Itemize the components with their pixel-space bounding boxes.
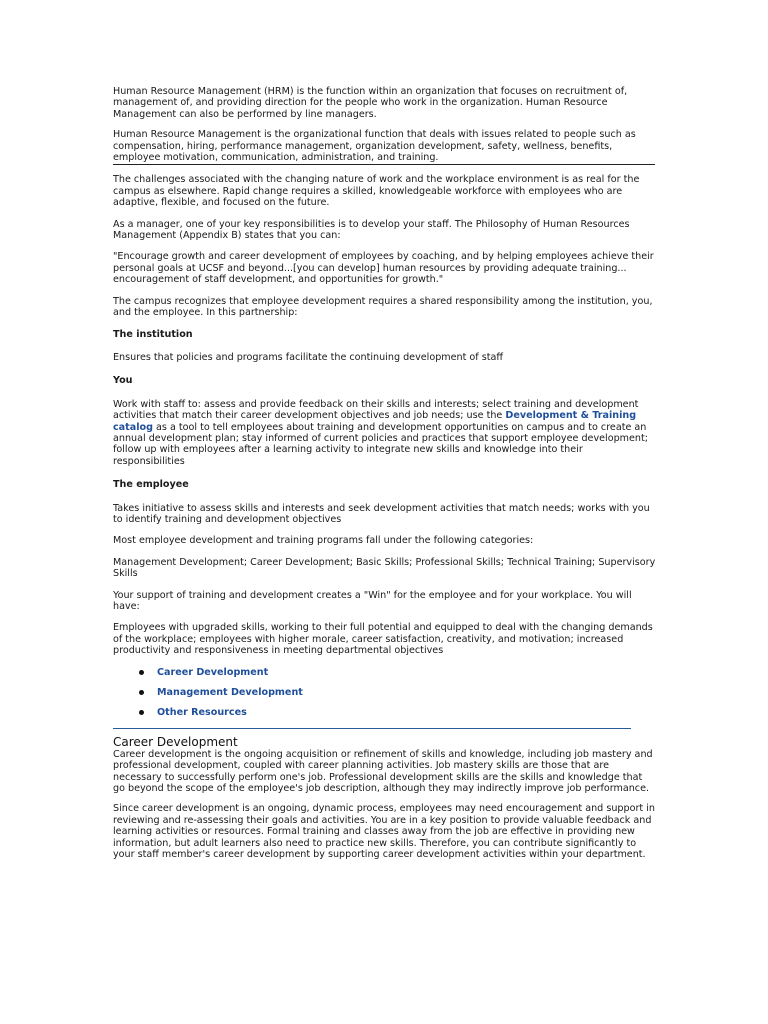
you-heading: You (113, 375, 133, 387)
list-item (139, 707, 657, 718)
career-paragraph-1: Career development is the ongoing acquisition or refinement of skills and knowledge, including job mastery and professional development, coupled with career planning activities. Job mastery skills are those that are necessary to successfully perform one's job. Professional development skills are the skills and knowledge that go beyond the scope of the employee's job description, although they may indirectly improve job performance. (113, 748, 653, 795)
employee-heading: The employee (113, 479, 189, 491)
development-training-catalog-link[interactable]: Development & Training catalog (113, 410, 637, 433)
intro-paragraph-hrm: Human Resource Management (HRM) is the function within an organization that focuses on recruitment of, management of, and providing direction for the people who work in the organization. Human Resource Management can also be performed by line managers. (113, 86, 628, 120)
partnership-paragraph: The campus recognizes that employee development requires a shared responsibility among the institution, you, and the employee. In this partnership: (113, 295, 653, 319)
win-paragraph: Your support of training and development creates a "Win" for the employee and for your workplace. You will have: (113, 589, 632, 612)
career-development-link[interactable]: Career Development (157, 666, 269, 678)
list-item (139, 667, 657, 678)
development-section (113, 174, 657, 656)
categories-list: Management Development; Career Development; Basic Skills; Professional Skills; Technical Training; Supervisory Skills (113, 556, 656, 580)
quote-paragraph: "Encourage growth and career development of employees by coaching, and by helping employees achieve their personal goals at UCSF and beyond...[you can develop] human resources by providing adequate training... encouragement of staff development, and opportunities for growth." (113, 251, 654, 286)
bullet-icon (139, 690, 144, 695)
institution-text: Ensures that policies and programs facilitate the continuing development of staff (113, 351, 503, 363)
other-resources-link[interactable]: Other Resources (157, 707, 247, 719)
employee-text: Takes initiative to assess skills and interests and seek development activities that match needs; works with you to identify training and development objectives (113, 502, 650, 525)
categories-intro: Most employee development and training programs fall under the following categories: (113, 535, 534, 547)
document-page (113, 86, 657, 869)
list-item (139, 687, 657, 698)
outcomes-paragraph: Employees with upgraded skills, working to their full potential and equipped to deal with the changing demands of the workplace; employees with higher morale, career satisfaction, creativity, and motivation; increased productivity and responsiveness in meeting departmental objectives (113, 622, 653, 657)
you-text-end: as a tool to tell employees about training and development opportunities on campus and to create an annual development plan; stay informed of current policies and practices that support employee development; follow up with employees after a learning activity to integrate new skills and knowledge into their responsibilities (113, 421, 648, 467)
intro-paragraph-function: Human Resource Management is the organizational function that deals with issues related to people such as compensation, hiring, performance management, organization development, safety, wellness, benefits, employee motivation, communication, administration, and training. (113, 129, 636, 164)
challenges-paragraph: The challenges associated with the changing nature of work and the workplace environment is as real for the campus as elsewhere. Rapid change requires a skilled, knowledgeable workforce with employees who are adaptive, flexible, and focused on the future. (113, 174, 640, 209)
career-development-section (113, 735, 657, 861)
career-divider (113, 728, 631, 729)
you-text-start: Work with staff to: assess and provide feedback on their skills and interests; select training and development activities that match their career development objectives and job needs; use the (113, 398, 639, 422)
career-development-title: Career Development (113, 734, 238, 749)
bullet-icon (139, 670, 144, 675)
institution-heading: The institution (113, 328, 193, 340)
bullet-icon (139, 710, 144, 715)
section-divider (113, 164, 655, 165)
you-text (113, 399, 657, 467)
manager-paragraph: As a manager, one of your key responsibilities is to develop your staff. The Philosophy of Human Resources Management (Appendix B) states that you can: (113, 218, 630, 242)
section-links-list (113, 667, 657, 719)
management-development-link[interactable]: Management Development (157, 687, 303, 699)
career-paragraph-2: Since career development is an ongoing, dynamic process, employees may need encouragement and support in reviewing and re-assessing their goals and activities. You are in a key position to provide valuable feedback and learning activities or resources. Formal training and classes away from the job are effective in providing new information, but adult learners also need to practice new skills. Therefore, you can contribute significantly to your staff member's career development by supporting career development activities within your department. (113, 803, 655, 861)
